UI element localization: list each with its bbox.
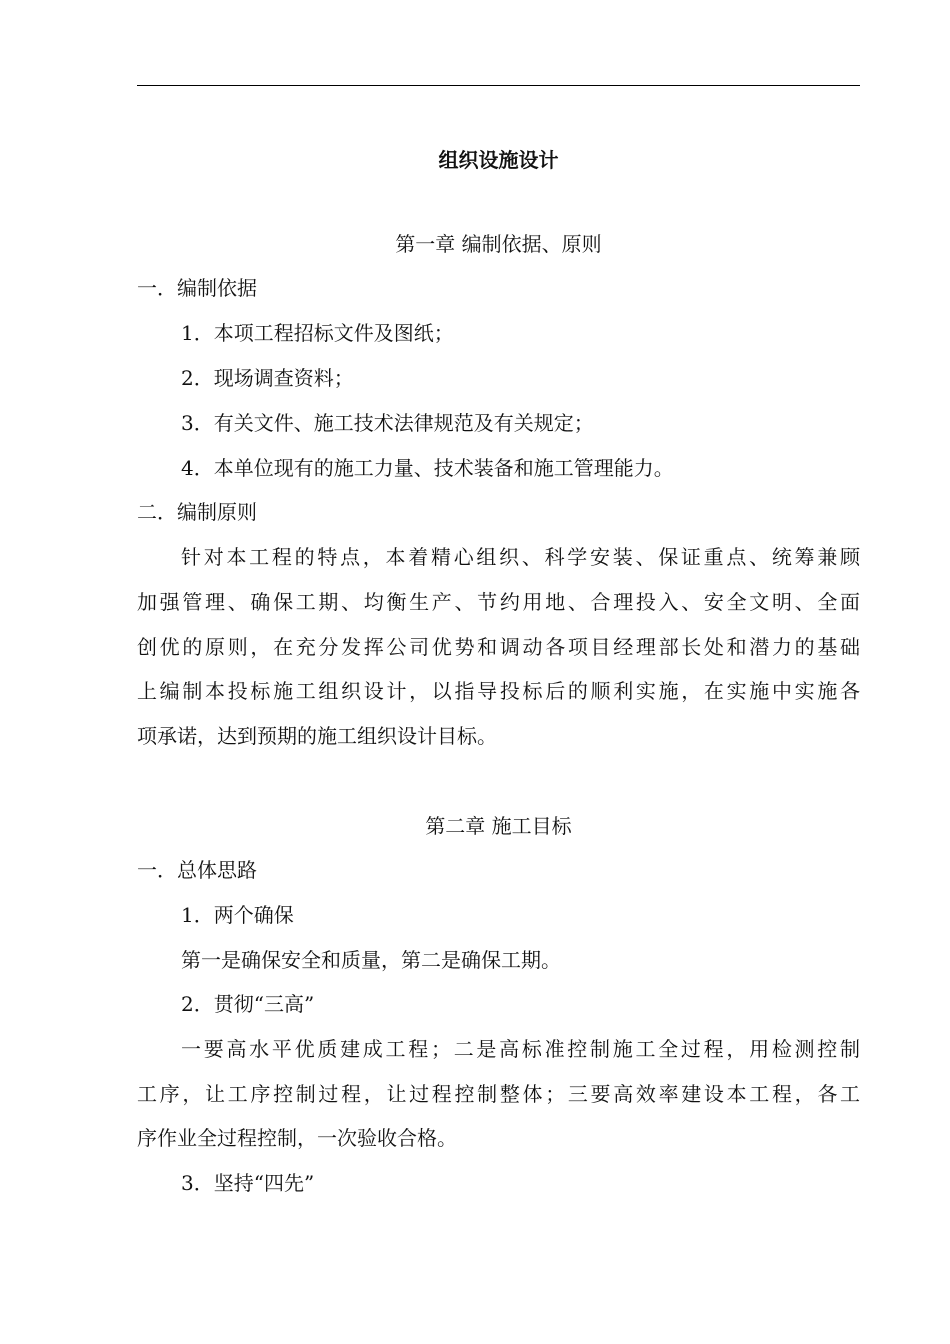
principles-line-3: 创优的原则，在充分发挥公司优势和调动各项目经理部长处和潜力的基础 <box>137 635 860 659</box>
section-heading-approach: 一．总体思路 <box>137 858 257 882</box>
approach-item2-line-1: 一要高水平优质建成工程；二是高标准控制施工全过程，用检测控制 <box>181 1037 860 1061</box>
basis-item-3: 3．有关文件、施工技术法律规范及有关规定； <box>181 411 594 435</box>
approach-item2-heading: 2．贯彻“三高” <box>181 992 315 1016</box>
header-rule <box>137 85 860 86</box>
basis-item-1: 1．本项工程招标文件及图纸； <box>181 321 454 345</box>
approach-item2-line-2: 工序，让工序控制过程，让过程控制整体；三要高效率建设本工程，各工 <box>137 1082 860 1106</box>
document-title: 组织设施设计 <box>438 148 559 172</box>
principles-line-4: 上编制本投标施工组织设计，以指导投标后的顺利实施，在实施中实施各 <box>137 679 860 703</box>
approach-item1-text: 第一是确保安全和质量，第二是确保工期。 <box>181 948 561 972</box>
principles-line-2: 加强管理、确保工期、均衡生产、节约用地、合理投入、安全文明、全面 <box>137 590 860 614</box>
principles-line-5: 项承诺，达到预期的施工组织设计目标。 <box>137 724 497 748</box>
principles-line-1: 针对本工程的特点，本着精心组织、科学安装、保证重点、统筹兼顾 <box>181 545 860 569</box>
approach-item1-heading: 1．两个确保 <box>181 903 294 927</box>
approach-item2-line-3: 序作业全过程控制，一次验收合格。 <box>137 1126 457 1150</box>
chapter2-heading: 第二章 施工目标 <box>425 814 572 838</box>
chapter1-heading: 第一章 编制依据、原则 <box>395 232 602 256</box>
approach-item3-heading: 3．坚持“四先” <box>181 1171 315 1195</box>
section-heading-basis: 一．编制依据 <box>137 276 257 300</box>
section-heading-principles: 二．编制原则 <box>137 500 257 524</box>
basis-item-2: 2．现场调查资料； <box>181 366 354 390</box>
basis-item-4: 4．本单位现有的施工力量、技术装备和施工管理能力。 <box>181 456 674 480</box>
